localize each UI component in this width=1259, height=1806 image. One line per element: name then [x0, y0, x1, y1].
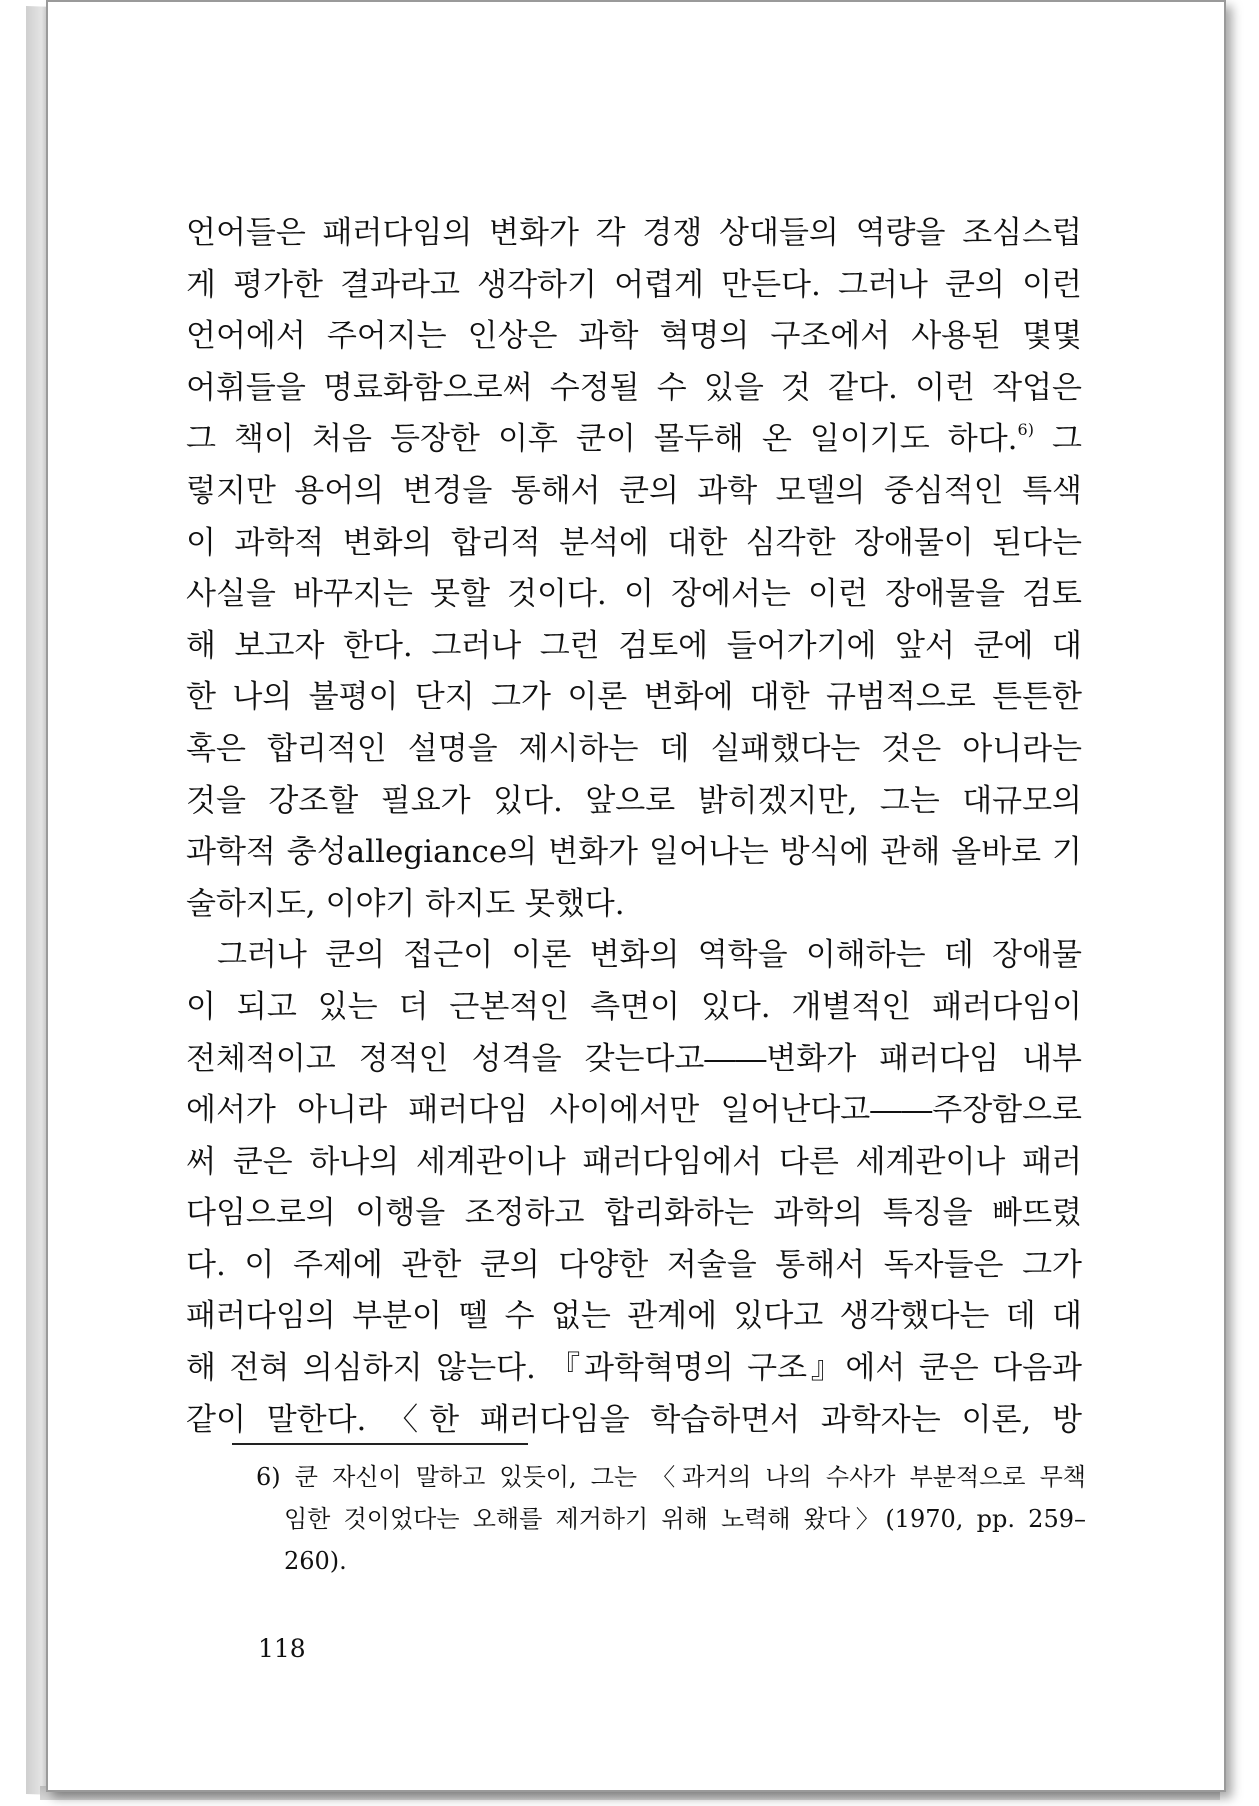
text-segment: 그 책이 처음 등장한 이후 쿤이 몰두해 온 일이기도 하다.	[186, 421, 1018, 458]
text-line: 패러다임의 부분이 뗄 수 없는 관계에 있다고 생각했다는 데 대	[186, 1298, 1082, 1335]
footnote-line: 6) 쿤 자신이 말하고 있듯이, 그는 〈과거의 나의 수사가 부분적으로 무책	[256, 1463, 1086, 1491]
text-line: 전체적이고 정적인 성격을 갖는다고――변화가 패러다임 내부	[186, 1040, 1082, 1077]
text-line: 에서가 아니라 패러다임 사이에서만 일어난다고――주장함으로	[186, 1092, 1082, 1129]
text-line: 그러나 쿤의 접근이 이론 변화의 역학을 이해하는 데 장애물	[217, 937, 1082, 974]
text-line: 어휘들을 명료화함으로써 수정될 수 있을 것 같다. 이런 작업은	[186, 369, 1082, 406]
footnote-line: 260).	[284, 1547, 347, 1575]
text-line: 게 평가한 결과라고 생각하기 어렵게 만든다. 그러나 쿤의 이런	[186, 266, 1082, 303]
text-line: 써 쿤은 하나의 세계관이나 패러다임에서 다른 세계관이나 패러	[186, 1143, 1082, 1180]
text-line: 사실을 바꾸지는 못할 것이다. 이 장에서는 이런 장애물을 검토	[186, 576, 1082, 613]
paragraph-1	[186, 208, 1082, 930]
text-line: 과학적 충성allegiance의 변화가 일어나는 방식에 관해 올바로 기	[186, 834, 1082, 871]
text-line: 언어들은 패러다임의 변화가 각 경쟁 상대들의 역량을 조심스럽	[186, 215, 1082, 251]
page-number: 118	[258, 1634, 306, 1663]
footnote-separator	[232, 1443, 528, 1445]
text-line: 이 되고 있는 더 근본적인 측면이 있다. 개별적인 패러다임이	[186, 988, 1082, 1025]
body-text	[186, 208, 1082, 1446]
text-line: 혹은 합리적인 설명을 제시하는 데 실패했다는 것은 아니라는	[186, 730, 1082, 767]
paragraph-2	[186, 930, 1082, 1446]
text-segment: 그	[1052, 421, 1082, 458]
text-line: 이 과학적 변화의 합리적 분석에 대한 심각한 장애물이 된다는	[186, 524, 1082, 561]
footnote-6	[256, 1456, 1086, 1582]
text-line: 다임으로의 이행을 조정하고 합리화하는 과학의 특징을 빠뜨렸	[186, 1195, 1082, 1232]
text-line: 해 보고자 한다. 그러나 그런 검토에 들어가기에 앞서 쿤에 대	[186, 627, 1082, 664]
text-line: 렇지만 용어의 변경을 통해서 쿤의 과학 모델의 중심적인 특색	[186, 472, 1082, 509]
text-line: 것을 강조할 필요가 있다. 앞으로 밝히겠지만, 그는 대규모의	[186, 782, 1082, 819]
text-line: 다. 이 주제에 관한 쿤의 다양한 저술을 통해서 독자들은 그가	[186, 1246, 1082, 1283]
text-line-with-footnote-ref	[186, 414, 1082, 466]
text-line: 한 나의 불평이 단지 그가 이론 변화에 대한 규범적으로 튼튼한	[186, 679, 1082, 716]
footnote-line: 임한 것이었다는 오해를 제거하기 위해 노력해 왔다〉(1970, pp. 259–	[284, 1505, 1086, 1533]
text-line: 같이 말한다. 〈한 패러다임을 학습하면서 과학자는 이론, 방	[186, 1401, 1082, 1438]
footnote-reference[interactable]: 6)	[1017, 420, 1034, 440]
text-line: 언어에서 주어지는 인상은 과학 혁명의 구조에서 사용된 몇몇	[186, 318, 1082, 355]
text-line: 해 전혀 의심하지 않는다. 『과학혁명의 구조』에서 쿤은 다음과	[186, 1350, 1082, 1387]
text-line: 술하지도, 이야기 하지도 못했다.	[186, 885, 625, 922]
